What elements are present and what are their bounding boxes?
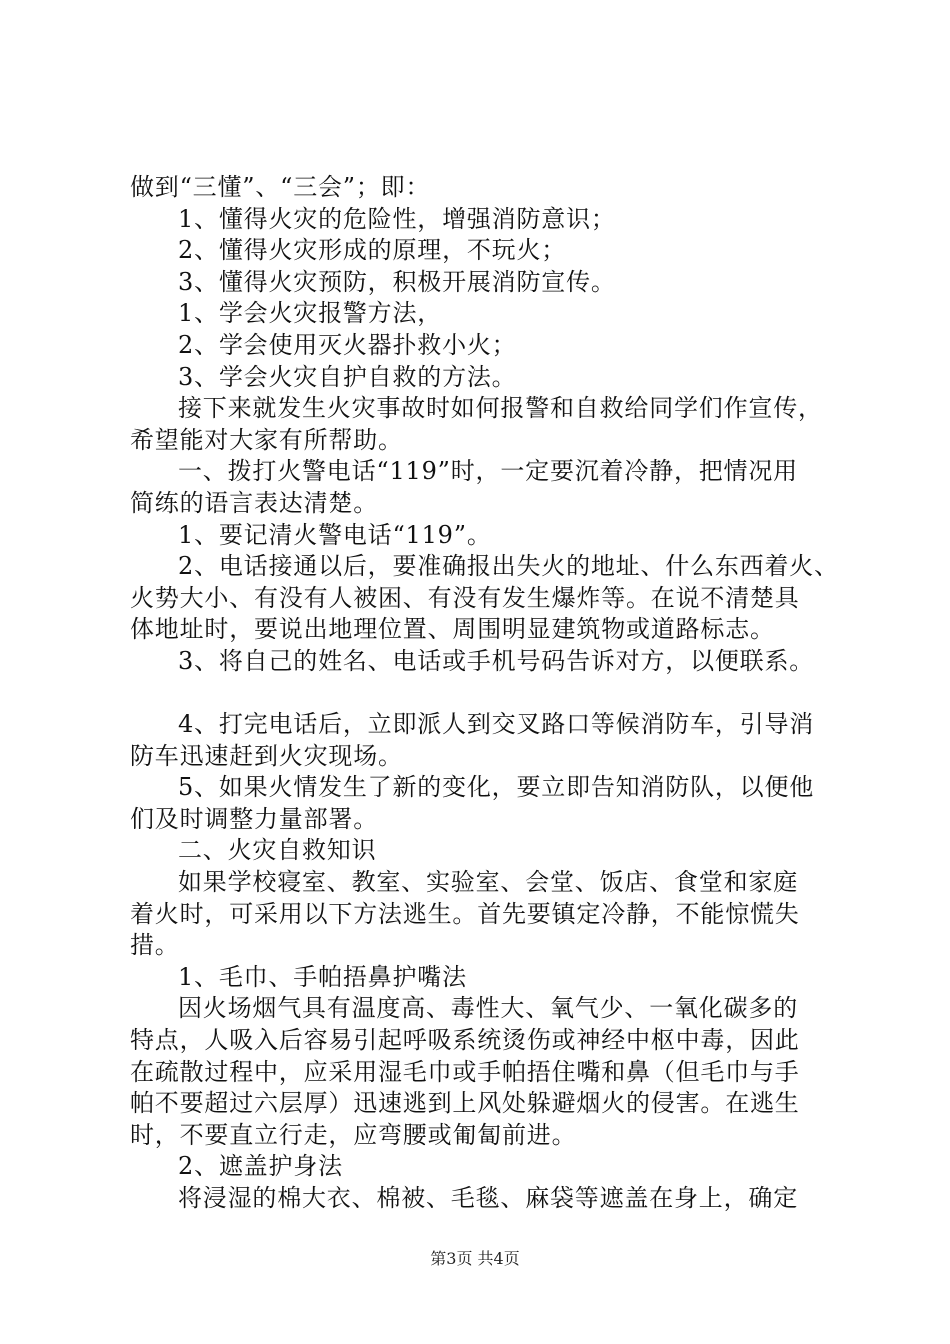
text-line: 做到“三懂”、“三会”；即： <box>130 173 431 201</box>
text-line: 1、毛巾、手帕捂鼻护嘴法 <box>178 962 467 991</box>
text-line: 3、懂得火灾预防，积极开展消防宣传。 <box>178 267 616 296</box>
text-line: 特点，人吸入后容易引起呼吸系统烫伤或神经中枢中毒，因此 <box>130 1026 800 1055</box>
text-line: 着火时，可采用以下方法逃生。首先要镇定冷静，不能惊慌失 <box>130 899 800 928</box>
text-line: 2、学会使用灭火器扑救小火； <box>178 330 517 359</box>
text-line: 2、电话接通以后，要准确报出失火的地址、什么东西着火、 <box>178 552 839 581</box>
text-line: 1、要记清火警电话“119”。 <box>178 520 492 549</box>
text-line: 时，不要直立行走，应弯腰或匍匐前进。 <box>130 1120 577 1149</box>
text-line: 防车迅速赶到火灾现场。 <box>130 741 403 770</box>
text-line: 们及时调整力量部署。 <box>130 804 378 833</box>
text-line: 希望能对大家有所帮助。 <box>130 425 403 454</box>
text-line: 1、懂得火灾的危险性，增强消防意识； <box>178 204 616 233</box>
text-line: 2、懂得火灾形成的原理，不玩火； <box>178 236 567 265</box>
text-line: 帕不要超过六层厚）迅速逃到上风处躲避烟火的侵害。在逃生 <box>130 1089 800 1118</box>
document-body <box>130 172 839 1215</box>
text-line: 4、打完电话后，立即派人到交叉路口等候消防车，引导消 <box>178 710 815 739</box>
text-line: 一、拨打火警电话“119”时，一定要沉着冷静，把情况用 <box>178 457 798 486</box>
text-line: 5、如果火情发生了新的变化，要立即告知消防队，以便他 <box>178 773 815 802</box>
text-line: 如果学校寝室、教室、实验室、会堂、饭店、食堂和家庭 <box>178 868 798 897</box>
text-line: 在疏散过程中，应采用湿毛巾或手帕捂住嘴和鼻（但毛巾与手 <box>130 1057 800 1086</box>
text-line: 3、学会火灾自护自救的方法。 <box>178 362 517 391</box>
text-line: 简练的语言表达清楚。 <box>130 488 378 517</box>
text-line: 因火场烟气具有温度高、毒性大、氧气少、一氧化碳多的 <box>178 994 798 1023</box>
text-line: 1、学会火灾报警方法， <box>178 299 443 328</box>
text-line: 二、火灾自救知识 <box>178 836 377 865</box>
text-line: 2、遮盖护身法 <box>178 1152 343 1181</box>
text-line: 措。 <box>130 931 180 960</box>
page-footer: 第3页 共4页 <box>430 1249 520 1268</box>
text-line: 接下来就发生火灾事故时如何报警和自救给同学们作宣传， <box>178 394 823 423</box>
text-line: 3、将自己的姓名、电话或手机号码告诉对方，以便联系。 <box>178 646 815 675</box>
text-line: 将浸湿的棉大衣、棉被、毛毯、麻袋等遮盖在身上，确定 <box>178 1184 798 1212</box>
text-line: 火势大小、有没有人被困、有没有发生爆炸等。在说不清楚具 <box>130 583 800 612</box>
text-line: 体地址时，要说出地理位置、周围明显建筑物或道路标志。 <box>130 615 775 644</box>
blank-line <box>130 678 835 710</box>
